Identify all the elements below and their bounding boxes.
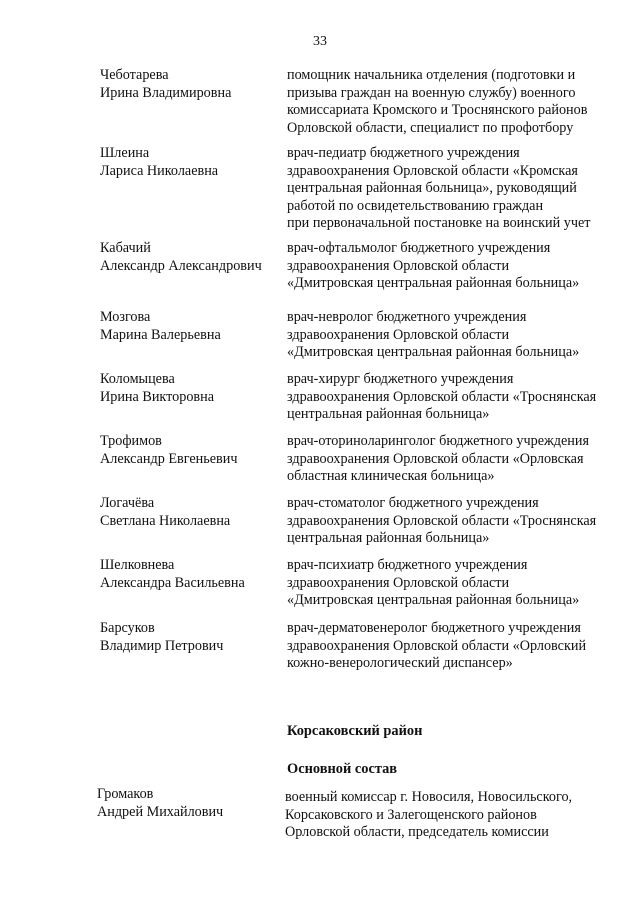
member-surname: Логачёва <box>100 495 155 511</box>
member-position <box>287 309 622 362</box>
member-given-names: Светлана Николаевна <box>100 512 231 529</box>
position-line: здравоохранения Орловской области <box>287 574 510 591</box>
position-line: призыва граждан на военную службу) военного <box>287 84 576 101</box>
member-name <box>100 240 280 275</box>
position-line: здравоохранения Орловской области <box>287 326 510 343</box>
position-line: центральная районная больница», руководящий <box>287 180 577 197</box>
member-name <box>97 786 277 821</box>
member-surname: Кабачий <box>100 240 151 256</box>
position-line: помощник начальника отделения (подготовки и <box>287 67 576 83</box>
position-line: врач-стоматолог бюджетного учреждения <box>287 495 539 511</box>
member-surname: Коломыцева <box>100 371 175 387</box>
position-line: врач-дерматовенеролог бюджетного учреждения <box>287 620 581 636</box>
position-line: врач-офтальмолог бюджетного учреждения <box>287 240 551 256</box>
composition-heading: Основной состав <box>287 761 398 777</box>
member-position <box>287 620 622 673</box>
position-line: «Дмитровская центральная районная больница» <box>287 275 580 292</box>
position-line: Орловской области, председатель комиссии <box>285 824 549 841</box>
member-given-names: Александр Александрович <box>100 257 262 274</box>
district-heading: Корсаковский район <box>287 723 423 739</box>
member-position <box>287 557 622 610</box>
member-position <box>287 240 622 293</box>
member-given-names: Марина Валерьевна <box>100 326 221 343</box>
member-position <box>287 371 622 424</box>
position-line: здравоохранения Орловской области «Орловский <box>287 637 587 654</box>
member-given-names: Лариса Николаевна <box>100 162 219 179</box>
position-line: врач-педиатр бюджетного учреждения <box>287 145 520 161</box>
position-line: центральная районная больница» <box>287 406 490 423</box>
position-line: центральная районная больница» <box>287 530 490 547</box>
position-line: здравоохранения Орловской области «Троснянская <box>287 388 597 405</box>
position-line: здравоохранения Орловской области «Кромская <box>287 162 578 179</box>
member-given-names: Ирина Викторовна <box>100 388 215 405</box>
member-surname: Мозгова <box>100 309 151 325</box>
member-position <box>287 495 622 548</box>
member-surname: Чеботарева <box>100 67 169 83</box>
position-line: здравоохранения Орловской области <box>287 257 510 274</box>
position-line: кожно-венерологический диспансер» <box>287 655 513 672</box>
member-name <box>100 495 280 530</box>
position-line: врач-психиатр бюджетного учреждения <box>287 557 528 573</box>
member-name <box>100 557 280 592</box>
page-number: 33 <box>313 34 327 49</box>
member-given-names: Владимир Петрович <box>100 637 224 654</box>
position-line: военный комиссар г. Новосиля, Новосильского, <box>285 789 573 805</box>
member-surname: Трофимов <box>100 433 162 449</box>
position-line: здравоохранения Орловской области «Орловская <box>287 450 584 467</box>
member-surname: Шелковнева <box>100 557 175 573</box>
member-given-names: Александр Евгеньевич <box>100 450 238 467</box>
member-position <box>285 789 620 842</box>
position-line: врач-хирург бюджетного учреждения <box>287 371 514 387</box>
position-line: комиссариата Кромского и Троснянского районов <box>287 102 588 119</box>
member-name <box>100 145 280 180</box>
position-line: врач-невролог бюджетного учреждения <box>287 309 527 325</box>
position-line: здравоохранения Орловской области «Троснянская <box>287 512 597 529</box>
member-position <box>287 433 622 486</box>
position-line: врач-оториноларинголог бюджетного учреждения <box>287 433 590 449</box>
member-surname: Шлеина <box>100 145 150 161</box>
member-name <box>100 67 280 102</box>
member-name <box>100 371 280 406</box>
member-surname: Барсуков <box>100 620 155 636</box>
position-line: Орловской области, специалист по профотбору <box>287 119 574 136</box>
member-name <box>100 620 280 655</box>
member-given-names: Александра Васильевна <box>100 574 245 591</box>
member-given-names: Ирина Владимировна <box>100 84 232 101</box>
position-line: при первоначальной постановке на воинский учет <box>287 215 591 232</box>
member-position <box>287 145 622 233</box>
position-line: «Дмитровская центральная районная больница» <box>287 592 580 609</box>
member-surname: Громаков <box>97 786 154 802</box>
member-name <box>100 309 280 344</box>
position-line: областная клиническая больница» <box>287 468 495 485</box>
position-line: «Дмитровская центральная районная больница» <box>287 344 580 361</box>
position-line: работой по освидетельствованию граждан <box>287 197 544 214</box>
member-given-names: Андрей Михайлович <box>97 803 224 820</box>
position-line: Корсаковского и Залегощенского районов <box>285 806 537 823</box>
member-position <box>287 67 622 137</box>
member-name <box>100 433 280 468</box>
